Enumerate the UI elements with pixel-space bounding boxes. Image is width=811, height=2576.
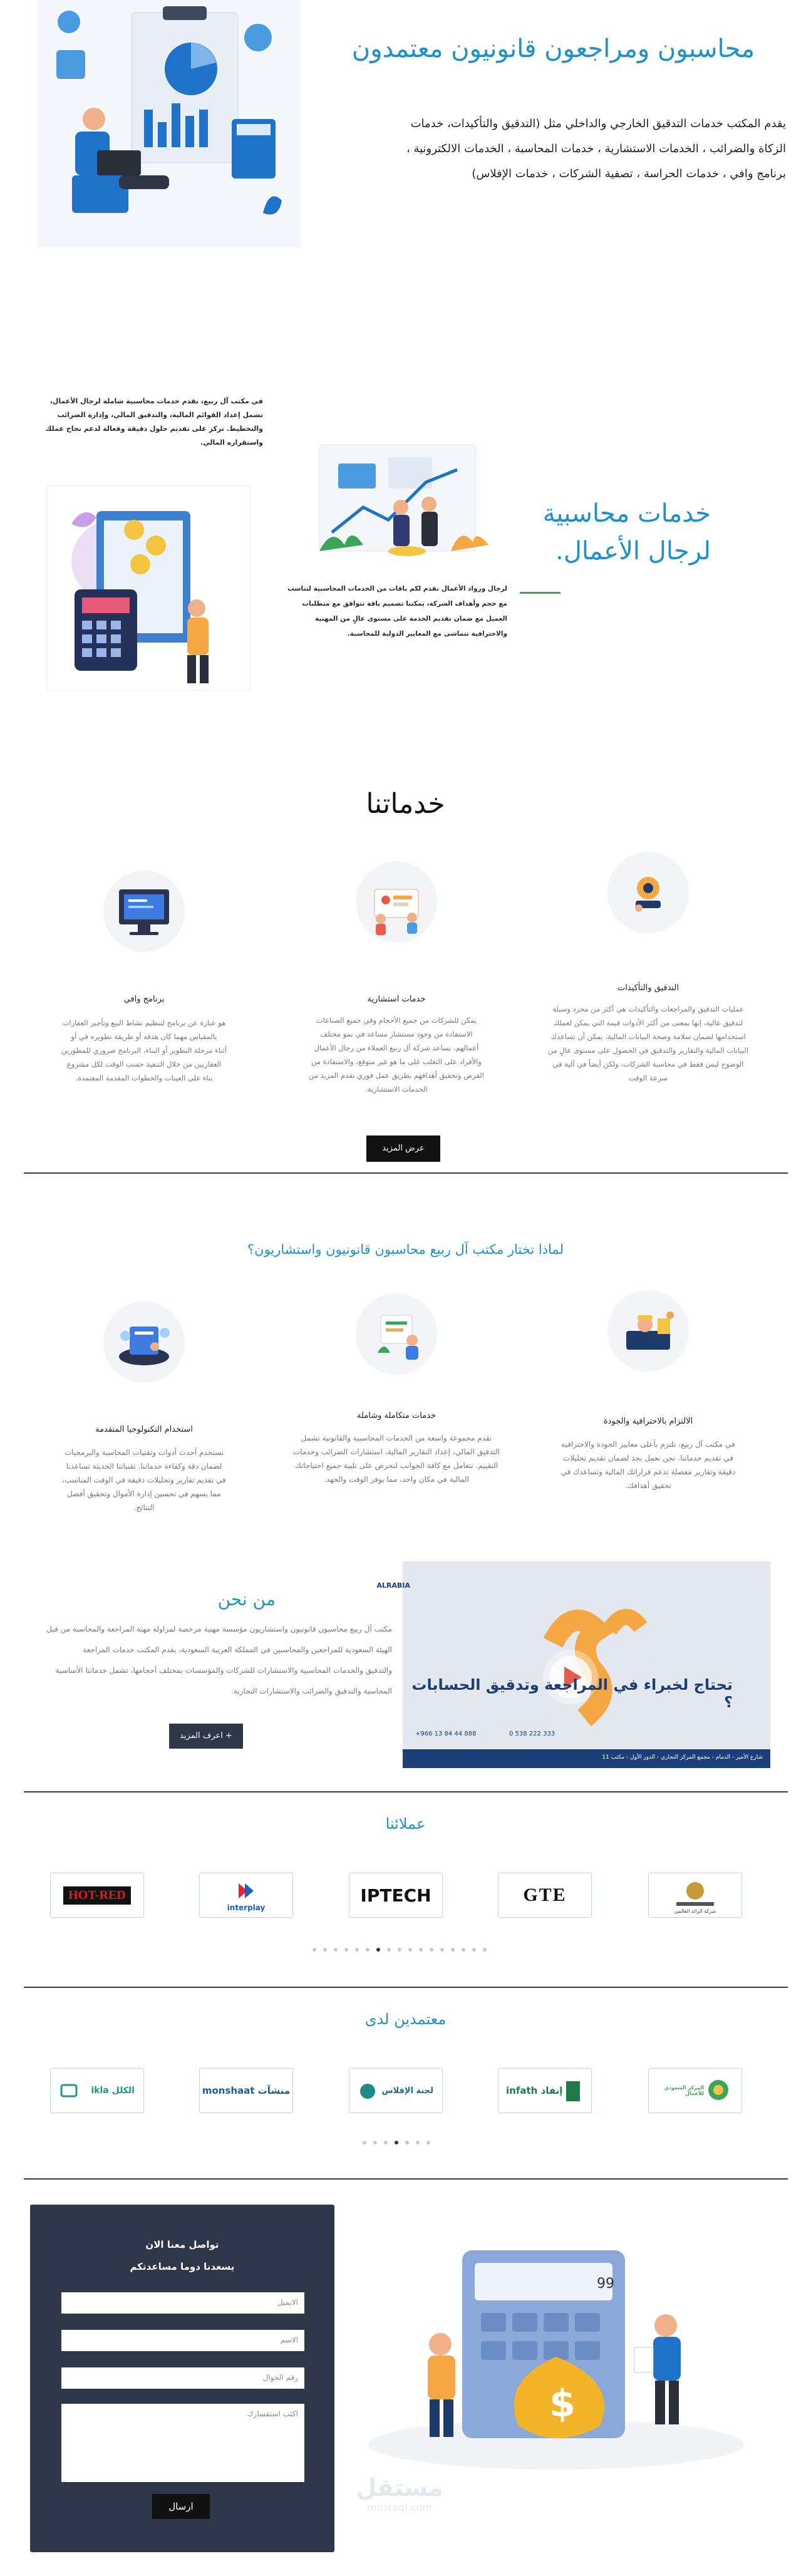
hero-illustration-svg (38, 0, 301, 247)
service-desc-line: الفرص وتحقيق أهدافهم بطريق عمل فوري نقدم المزيد من (308, 1071, 484, 1080)
carousel-dot[interactable] (355, 1948, 359, 1952)
hero-description (310, 111, 786, 187)
business-illustration-svg (294, 432, 498, 573)
service-desc-line: والأفراد على التغلب على ما هو غير متوقع، والاستفادة من (311, 1057, 482, 1066)
watermark-english: mostaql.com (367, 2501, 432, 2513)
svg-text:$: $ (549, 2382, 576, 2426)
why-desc-integrated (281, 1431, 512, 1486)
carousel-dot[interactable] (419, 1948, 423, 1952)
interplay-logo-icon (234, 1878, 259, 1903)
plus-icon: + (222, 1731, 232, 1741)
service-desc-line: الاستفادة من وجود مستشار مساعد في نمو مختلف (320, 1030, 473, 1038)
client-logo-alraed[interactable] (648, 1873, 742, 1918)
service-desc-line: أثناء مرحلة التطوير أو البناء، البرنامج ضروري للمطورين (61, 1046, 227, 1055)
accounting-text-mid (285, 581, 507, 641)
carousel-dot[interactable] (440, 1948, 444, 1952)
phone-field[interactable]: رقم الجوال (61, 2367, 304, 2389)
hero-title: محاسبون ومراجعون قانونيون معتمدون (351, 34, 755, 63)
accredited-logo-label: إنفاذ infath (506, 2085, 563, 2096)
about-heading: من نحن (217, 1589, 276, 1610)
accredited-heading: معتمدين لدى (364, 2010, 447, 2028)
submit-button[interactable]: ارسال (152, 2494, 210, 2519)
carousel-dot[interactable] (373, 2141, 377, 2144)
video-address: شارع الأمير - الدمام - مجمع المركز التجاري - الدور الأول - مكتب 11 (602, 1754, 763, 1761)
client-logo-label: interplay (227, 1903, 266, 1912)
learn-more-label: اعرف المزيد (180, 1731, 223, 1741)
why-desc-line: في مكتب آل ربيع، نلتزم بأعلى معايير الجودة والاحترافية (561, 1440, 735, 1449)
accounting-text-line: تشمل إعداد القوائم المالية، والتدقيق المالي، وإدارة الضرائب (57, 411, 263, 419)
quality-icon (607, 1290, 689, 1372)
why-desc-line: في تقديم تقارير وتحليلات دقيقة في الوقت المناسب، (62, 1476, 226, 1484)
service-desc-line: استخدامها لضمان سلامة وصحة البيانات المالية، يمكن أن تساعدك (550, 1032, 746, 1041)
accounting-title (510, 495, 711, 570)
carousel-dot[interactable] (344, 1948, 348, 1952)
consulting-icon (356, 861, 437, 943)
client-logo-interplay[interactable] (199, 1873, 293, 1918)
client-logo-label: HOT-RED (63, 1886, 131, 1905)
why-desc-line: دقيقة وتقارير مفصلة تدعم قراراتك المالية وتساعدك في (560, 1467, 736, 1476)
quality-icon-svg (607, 1290, 689, 1372)
service-desc-line: بناء على العينات والخطوات المقدمة المعتمدة. (75, 1073, 213, 1082)
why-desc-line: مما يسهم في تحسين إدارة الأموال وتحقيق أفضل (67, 1489, 221, 1498)
ikla-logo-icon (59, 2081, 78, 2100)
service-desc-line: عمليات التدقيق والمراجعات والتأكيدات هي أكثر من مجرد وسيلة (552, 1005, 744, 1013)
why-desc-line: في تقديم خدماتنا. نحن نعمل بجد لضمان تقديم تحليلات (563, 1454, 733, 1462)
video-brand: ALRABIA (376, 1581, 410, 1590)
accredited-logo-saudi-business[interactable] (648, 2068, 742, 2113)
carousel-dot[interactable] (416, 2141, 420, 2144)
accredited-logo-monshaat[interactable] (199, 2068, 293, 2113)
carousel-dot[interactable] (323, 1948, 327, 1952)
accounting-text-line: والتخطيط. نركز على تقديم حلول دقيقة وفعالة لدعم نجاح عملك (45, 425, 263, 433)
service-desc-line: سرعة الوقت (628, 1073, 668, 1082)
divider (24, 1987, 788, 1988)
carousel-dot[interactable] (398, 1948, 401, 1952)
audit-icon (607, 852, 689, 933)
carousel-dot[interactable] (426, 2141, 430, 2144)
accredited-logo-label: الكلل ikla (91, 2086, 135, 2096)
watermark-logo (356, 2474, 443, 2513)
carousel-dot[interactable] (334, 1948, 338, 1952)
video-caption: تحتاج لخبراء في المراجعة وتدقيق الحسابات ؟ (411, 1676, 733, 1711)
contact-subtitle: يسعدنا دوما مساعدتكم (130, 2261, 235, 2272)
svg-text:99: 99 (597, 2276, 614, 2292)
service-desc-line: لتدقيق عالية، إنها بمعنى من أكثر الأدوات قيمة التي يمكن لعملك (553, 1018, 743, 1027)
technology-icon-svg (103, 1301, 185, 1383)
accounting-text-line: مع حجم وأهداف الشركة، يمكننا تصميم باقة تتوافق مع متطلبات (302, 600, 507, 608)
integrated-services-icon (356, 1293, 437, 1375)
wafi-program-icon (103, 871, 185, 952)
video-phone-2: 0 538 222 333 (509, 1730, 555, 1737)
why-desc-line: التقييم. نتعامل مع كافة الجوانب لنحرص على تلبية جميع احتياجاتك (294, 1461, 498, 1470)
carousel-dot[interactable] (483, 1948, 487, 1952)
client-logo-label: GTE (523, 1885, 567, 1905)
client-logo-iptech[interactable] (349, 1873, 443, 1918)
consulting-icon-svg (356, 861, 437, 943)
service-desc-wafi (41, 1016, 247, 1085)
service-desc-line: هو عبارة عن برنامج لتنظيم نشاط البيع وتأجير العقارات (62, 1018, 226, 1027)
message-textarea[interactable]: اكتب استفسارك (61, 2404, 304, 2482)
carousel-dot[interactable] (363, 2141, 366, 2144)
why-desc-line: نقدم مجموعة واسعة من الخدمات المحاسبية والقانونية تشمل (301, 1434, 492, 1442)
hero-description-line: يقدم المكتب خدمات التدقيق الخارجي والداخلي مثل (التدقيق والتأكيدات، خدمات (410, 117, 786, 130)
why-desc-line: النتائج. (133, 1503, 155, 1512)
accredited-logo-ikla[interactable] (50, 2068, 144, 2113)
wafi-program-icon-svg (103, 871, 185, 952)
why-title-integrated: خدمات متكاملة وشاملة (357, 1411, 436, 1420)
hero-illustration (38, 0, 301, 247)
business-illustration (294, 432, 498, 573)
accredited-logo-infath[interactable] (498, 2068, 592, 2113)
service-desc-line: العقاريين من خلال التنفيذ حسب الوقت لكل مشروع (66, 1060, 222, 1068)
accounting-text-top (38, 395, 263, 450)
client-logo-hotred[interactable] (50, 1873, 144, 1918)
services-heading: خدماتنا (366, 788, 445, 820)
contact-illustration (349, 2200, 763, 2479)
learn-more-button[interactable] (169, 1724, 243, 1749)
technology-icon (103, 1301, 185, 1383)
accounting-text-line: والاحترافية تتماشى مع المعايير الدولية للمحاسبة. (347, 630, 507, 638)
why-title-quality: الالتزام بالاحترافية والجودة (603, 1417, 693, 1426)
accounting-text-line: واستقراره المالي. (200, 438, 263, 447)
calculator-illustration (47, 485, 251, 691)
why-desc-line: التدقيق المالي، إعداد التقارير المالية، استشارات الضرائب وخدمات (293, 1447, 500, 1456)
about-text (24, 1619, 392, 1702)
hero-description-line: برنامج وافي ، خدمات الحراسة ، تصفية الشركات ، خدمات الإفلاس) (472, 167, 786, 180)
divider (24, 1172, 788, 1174)
saudi-business-logo-icon (703, 2077, 734, 2103)
carousel-dot[interactable] (430, 1948, 433, 1952)
divider (24, 1791, 788, 1792)
alraed-logo-icon (670, 1878, 720, 1913)
carousel-dot[interactable] (395, 2141, 398, 2144)
carousel-dot[interactable] (451, 1948, 455, 1952)
carousel-dot[interactable] (472, 1948, 476, 1952)
about-text-line: المحاسبة والتدقيق والضرائب والاستشارات التجارية. (231, 1687, 392, 1695)
carousel-dot[interactable] (376, 1948, 380, 1952)
service-desc-line: بالمقياس مهما كان هدفه أو طريقة تطويره في أو (71, 1032, 217, 1041)
contact-panel (30, 2205, 334, 2552)
contact-illustration-svg (349, 2200, 763, 2479)
client-logo-label: شركة الرائد العالمي (674, 1908, 716, 1914)
accounting-title-line: لرجال الأعمال. (555, 537, 711, 566)
service-desc-line: يمكن للشركات من جميع الأحجام وفي جميع الصناعات (316, 1016, 477, 1025)
service-title-audit: التدقيق والتأكيدات (617, 983, 679, 993)
client-logo-gte[interactable] (498, 1873, 592, 1918)
contact-title: تواصل معنا الان (145, 2239, 219, 2250)
clients-heading: عملائنا (385, 1815, 426, 1833)
about-text-line: والتدقيق والخدمات المحاسبية والاستشارات للشركات والمؤسسات بمختلف أحجامها، تشمل خدماتنا الأساسية (55, 1666, 392, 1675)
divider (24, 2178, 788, 2180)
about-text-line: مكتب آل ربيع محاسبون قانونيون واستشاريون مؤسسة مهنية مرخصة لمزاولة مهنة المراجعة والمحاسبة من قبل (46, 1625, 392, 1633)
video-phone-1: +966 13 84 44 888 (415, 1730, 477, 1737)
why-desc-line: نستخدم أحدث أدوات وتقنيات المحاسبة والبرمجيات (64, 1448, 224, 1457)
carousel-dot[interactable] (313, 1948, 316, 1952)
why-desc-quality (542, 1437, 755, 1492)
accounting-text-line: في مكتب آل ربيع، نقدم خدمات محاسبية شاملة لرجال الأعمال، (49, 397, 263, 405)
calculator-illustration-svg (46, 486, 250, 691)
service-desc-line: أعمالهم، نساعد شركة آل ربيع العملاء من رجال الأعمال (314, 1043, 479, 1052)
service-desc-audit (545, 1002, 752, 1085)
video-thumbnail[interactable] (376, 1561, 770, 1768)
accounting-title-line: خدمات محاسبية (542, 499, 711, 528)
accounting-text-line: لرجال ورواد الأعمال نقدم لكم باقات من الخدمات المحاسبية لتناسب (287, 585, 507, 592)
why-heading: لماذا تختار مكتب آل ربيع محاسبون قانونيون واستشاريون؟ (247, 1242, 564, 1257)
integrated-services-icon-svg (356, 1293, 437, 1375)
carousel-dot[interactable] (462, 1948, 465, 1952)
about-text-line: الهيئة السعودية للمراجعين والمحاسبين في المملكة العربية السعودية، يقدم المكتب خدمات المراجعة (83, 1645, 392, 1654)
accounting-title-underline (520, 592, 560, 594)
service-title-wafi: برنامج وافي (123, 995, 165, 1004)
carousel-dot[interactable] (405, 2141, 409, 2144)
email-field[interactable]: الايميل (61, 2292, 304, 2314)
carousel-dot[interactable] (387, 1948, 391, 1952)
infath-logo-icon (564, 2079, 582, 2104)
accounting-text-line: العميل مع ضمان تقديم الخدمة على مستوى عالٍ من المهنية (314, 615, 507, 623)
accredited-logo-bankruptcy[interactable] (349, 2068, 443, 2113)
show-more-button[interactable]: عرض المزيد (366, 1135, 440, 1162)
service-desc-line: الوضوح ليس فقط في محاسبة الشركات، ولكن أيضاً في آلية في (552, 1060, 744, 1068)
accredited-logo-label: لجنة الإفلاس (381, 2086, 433, 2096)
accredited-logo-label: منشآت monshaat (202, 2085, 291, 2096)
why-desc-line: لضمان دقة وكفاءة خدماتنا. تقنياتنا الحديثة تساعدنا (66, 1462, 222, 1471)
name-field[interactable]: الاسم (61, 2330, 304, 2351)
why-desc-line: المالية في مكان واحد، مما يوفر الوقت والجهد. (324, 1475, 469, 1484)
audit-icon-svg (607, 852, 689, 933)
carousel-dot[interactable] (408, 1948, 412, 1952)
service-title-consulting: خدمات استشارية (367, 995, 426, 1004)
client-logo-label: IPTECH (360, 1885, 431, 1906)
service-desc-line: الخدمات الاستشارية. (365, 1085, 428, 1094)
watermark-arabic: مستقل (356, 2474, 443, 2501)
carousel-dot[interactable] (384, 2141, 388, 2144)
carousel-dot[interactable] (366, 1948, 369, 1952)
service-desc-line: البيانات المالية والتقارير والتدقيق في الحصول على مستوى عالٍ من (547, 1046, 749, 1055)
why-title-technology: استخدام التكنولوجيا المتقدمة (95, 1425, 193, 1434)
service-desc-consulting (293, 1013, 500, 1096)
accredited-logo-label: المركز السعودي للأعمال (664, 2085, 704, 2096)
why-desc-line: تحقيق أهدافك. (625, 1481, 671, 1490)
why-desc-technology (41, 1446, 247, 1514)
bankruptcy-logo-icon (358, 2079, 377, 2104)
hero-description-line: الزكاة والضرائب ، الخدمات الاستشارية ، خدمات المحاسبة ، الخدمات الالكترونية ، (406, 142, 786, 155)
